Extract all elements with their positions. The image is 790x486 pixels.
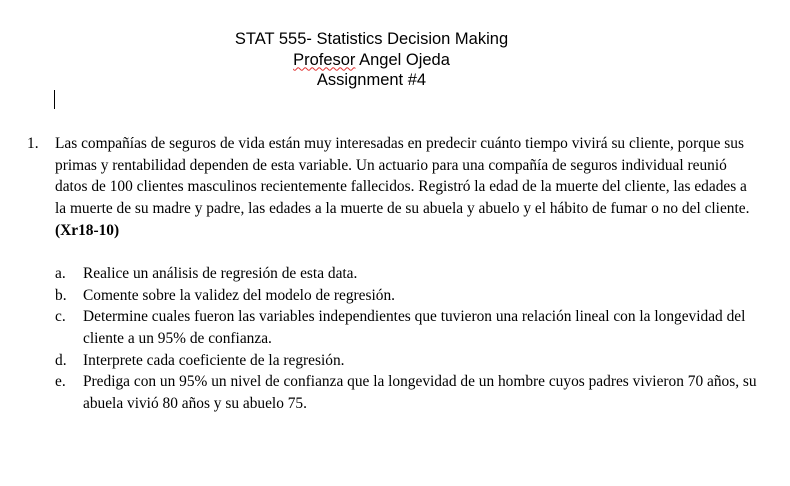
professor-prefix: Profesor [293, 50, 356, 69]
subitem-letter: e. [55, 373, 66, 391]
subitem-e [0, 371, 790, 414]
text-cursor [54, 90, 55, 109]
professor-name: Angel Ojeda [355, 50, 450, 69]
subitem-b [0, 285, 790, 307]
question-number: 1. [27, 135, 39, 152]
subitem-a [0, 263, 790, 285]
subitem-text: Comente sobre la validez del modelo de regresión. [83, 286, 395, 304]
professor-line [0, 50, 743, 71]
question-text [55, 133, 755, 242]
subitem-text: Realice un análisis de regresión de esta data. [83, 265, 358, 282]
assignment-title: Assignment #4 [316, 71, 427, 89]
document-header [0, 29, 743, 91]
subitem-letter: d. [55, 351, 67, 369]
course-title: STAT 555- Statistics Decision Making [234, 30, 509, 48]
subitem-letter: a. [55, 265, 66, 282]
subitem-letter: c. [55, 308, 66, 326]
subitem-text: Determine cuales fueron las variables independientes que tuvieron una relación lineal con la longevidad del cliente a un 95% de confianza. [83, 308, 746, 348]
subitem-text: Prediga con un 95% un nivel de confianza que la longevidad de un hombre cuyos padres vivieron 70 años, su abuela vivió 80 años y su abuelo 75. [83, 373, 757, 413]
question-reference: (Xr18-10) [55, 221, 120, 239]
subitem-c [0, 306, 790, 349]
subitem-d [0, 350, 790, 372]
subitem-text: Interprete cada coeficiente de la regresión. [83, 351, 345, 369]
subitem-letter: b. [55, 286, 67, 304]
question-body: Las compañías de seguros de vida están muy interesadas en predecir cuánto tiempo vivirá su cliente, porque sus primas y rentabilidad dependen de esta variable. Un actuario para una compañía de seguros individual reunió datos de 100 clientes masculinos recientemente fallecidos. Registró la edad de la muerte del cliente, las edades a la muerte de su madre y padre, las edades a la muerte de su abuela y abuelo y el hábito de fumar o no del cliente. [55, 135, 750, 218]
subitem-list [0, 263, 790, 415]
